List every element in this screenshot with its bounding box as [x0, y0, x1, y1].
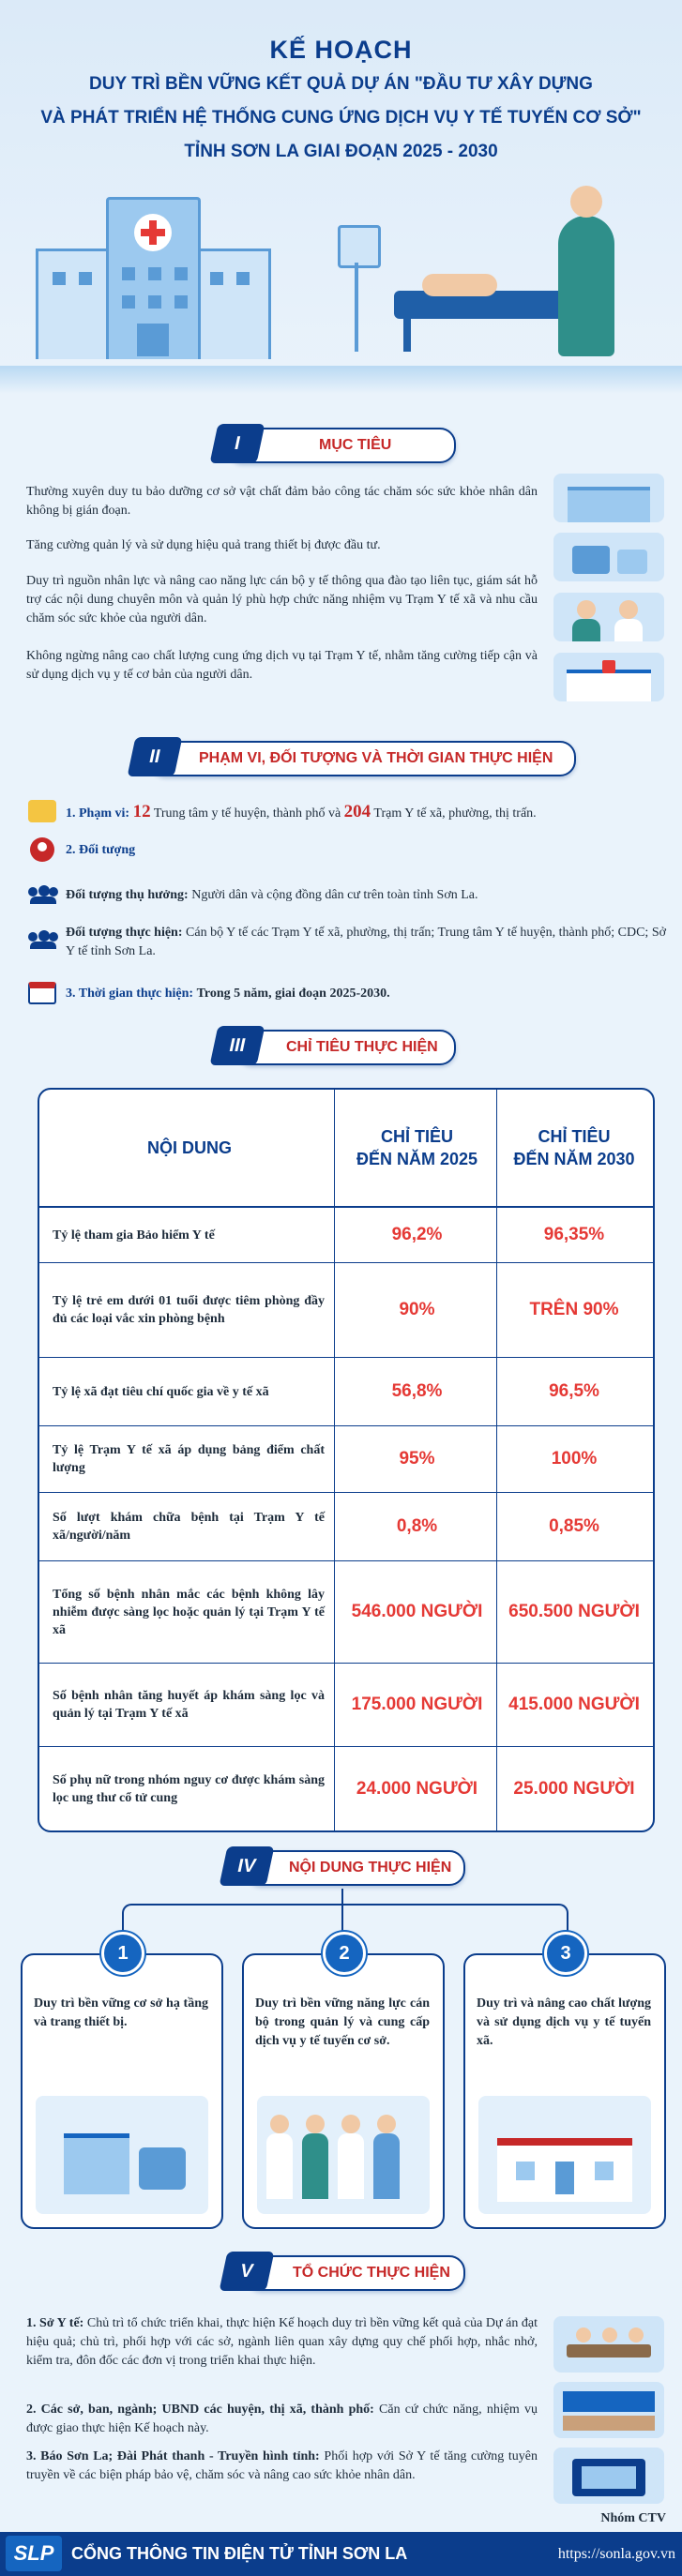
window [122, 267, 135, 280]
scope-label: 1. Phạm vi: [66, 806, 130, 821]
scope-text-centers: Trung tâm y tế huyện, thành phố và [153, 806, 341, 821]
row-content: Tỷ lệ trẻ em dưới 01 tuổi được tiêm phòng đầy đủ các loại vắc xin phòng bệnh [53, 1294, 325, 1326]
window [122, 295, 135, 309]
monitor-icon [338, 225, 381, 268]
row-content: Tỷ lệ xã đạt tiêu chí quốc gia về y tế xã [53, 1384, 269, 1399]
doctor-figure [558, 216, 614, 356]
item-text: Chủ trì tổ chức triển khai, thực hiện Kế hoạch duy trì bền vững kết quả của Dự án đạt hiệu quả; chủ trì, phối hợp với các sở, ngành liên quan xây dựng quy chế phối hợp, nhắc nhở, kiểm tra, đôn đốc các đơn vị trong triển khai thực hiện. [26, 2316, 538, 2368]
beneficiary-label: Đối tượng thụ hưởng: [66, 888, 189, 902]
author-credit: Nhóm CTV [600, 2511, 666, 2525]
row-value-2025: 96,2% [391, 1225, 443, 1244]
group-icon [28, 930, 58, 949]
card-number-2: 2 [323, 1932, 366, 1975]
content-card-1 [21, 1953, 223, 2229]
row-content: Số bệnh nhân tăng huyết áp khám sàng lọc và quản lý tại Trạm Y tế xã [53, 1689, 325, 1721]
scope-count-stations: 204 [343, 802, 371, 821]
row-value-2025: 56,8% [391, 1381, 443, 1401]
time-line [66, 985, 666, 1003]
table-row [39, 1358, 653, 1426]
staff-illustration [257, 2096, 430, 2214]
row-value-2025: 24.000 NGƯỜI [356, 1778, 478, 1799]
row-content: Tỷ lệ Trạm Y tế xã áp dụng bảng điểm chất lượng [53, 1443, 325, 1475]
table-row [39, 1664, 653, 1747]
beneficiary-line [66, 886, 666, 905]
hospital-wing-right [192, 249, 271, 359]
patient [422, 274, 497, 296]
row-value-2030: 96,35% [543, 1225, 605, 1244]
health-station-image [553, 653, 664, 701]
section-number-5: V [220, 2252, 275, 2291]
ground-band [0, 366, 682, 394]
row-value-2030: 0,85% [549, 1516, 599, 1536]
portal-logo: SLP [6, 2536, 62, 2571]
person-icon [30, 837, 54, 862]
page-title: KẾ HOẠCH [269, 36, 413, 64]
subject-heading: 2. Đối tượng [66, 843, 136, 857]
window [148, 267, 161, 280]
building-image [553, 474, 664, 522]
iv-pole [355, 263, 358, 352]
implementation-item-1 [26, 2314, 538, 2371]
hospital-door [137, 324, 169, 356]
table-header-2025: CHỈ TIÊU ĐẾN NĂM 2025 [356, 1127, 478, 1168]
meeting-image [553, 2316, 664, 2373]
row-value-2030: 100% [551, 1449, 598, 1469]
section-number-3: III [210, 1026, 265, 1065]
calendar-icon [28, 982, 56, 1004]
time-label: 3. Thời gian thực hiện: [66, 987, 194, 1001]
section-title-4: NỘI DUNG THỰC HIỆN [289, 1860, 452, 1876]
item-text: Phối hợp với Sở Y tế tăng cường tuyên truyền về các biện pháp bảo vệ, chăm sóc và nâng cao sức khỏe nhân dân. [26, 2449, 538, 2482]
column-divider [334, 1090, 335, 1830]
content-card-3 [463, 1953, 666, 2229]
objective-3: Duy trì nguồn nhân lực và nâng cao năng lực cán bộ y tế thông qua đào tạo liên tục, giám sát hỗ trợ các nội dung chuyên môn và quản lý phù hợp chức năng nhiệm vụ Trạm Y tế xã và nhu cầu chăm sóc sức khỏe của người dân. [26, 574, 538, 625]
portal-url-link[interactable]: https://sonla.gov.vn [557, 2546, 675, 2562]
row-content: Tổng số bệnh nhân mắc các bệnh không lây nhiễm được sàng lọc hoặc quản lý tại Trạm Y tế xã [53, 1587, 325, 1637]
table-row [39, 1263, 653, 1358]
card-text: Duy trì và nâng cao chất lượng và sử dụng dịch vụ y tế tuyến xã. [477, 1996, 651, 2048]
table-row [39, 1493, 653, 1561]
bed-leg [403, 319, 411, 352]
row-content: Số lượt khám chữa bệnh tại Trạm Y tế xã/người/năm [53, 1511, 325, 1543]
scope-count-centers: 12 [132, 802, 151, 821]
map-icon [28, 800, 56, 822]
section-title-3: CHỈ TIÊU THỰC HIỆN [286, 1039, 438, 1055]
item-lead: 3. Báo Sơn La; Đài Phát thanh - Truyền hình tỉnh: [26, 2449, 320, 2463]
row-value-2025: 546.000 NGƯỜI [351, 1602, 483, 1621]
window [53, 272, 66, 285]
infrastructure-illustration [36, 2096, 208, 2214]
implementation-item-2 [26, 2401, 538, 2438]
section-number-1: I [210, 424, 265, 463]
doctor-head [570, 186, 602, 218]
row-content: Số phụ nữ trong nhóm nguy cơ được khám sàng lọc ung thư cổ tử cung [53, 1772, 325, 1805]
table-header-content: NỘI DUNG [147, 1138, 232, 1157]
implementer-line [66, 924, 666, 961]
row-value-2025: 175.000 NGƯỜI [351, 1695, 483, 1714]
red-cross-icon [134, 214, 172, 251]
objective-4: Không ngừng nâng cao chất lượng cung ứng dịch vụ tại Trạm Y tế, nhằm tăng cường tiếp cận và sử dụng dịch vụ y tế cơ bản của người dân. [26, 649, 538, 682]
window [174, 295, 188, 309]
row-value-2030: 650.500 NGƯỜI [508, 1602, 640, 1621]
item-text: Căn cứ chức năng, nhiệm vụ được giao thực hiện Kế hoạch này. [26, 2403, 538, 2435]
column-divider [496, 1090, 497, 1830]
objective-1: Thường xuyên duy tu bảo dưỡng cơ sở vật chất đảm bảo công tác chăm sóc sức khỏe nhân dân không bị gián đoạn. [26, 485, 538, 518]
row-value-2030: 415.000 NGƯỜI [508, 1695, 640, 1714]
window [174, 267, 188, 280]
table-row [39, 1561, 653, 1664]
hospital-room-illustration [338, 206, 657, 356]
page-subtitle-line3: TỈNH SƠN LA GIAI ĐOẠN 2025 - 2030 [184, 142, 498, 161]
window [210, 272, 223, 285]
table-row [39, 1747, 653, 1830]
hospital-wing-left [36, 249, 114, 359]
implementer-text: Cán bộ Y tế các Trạm Y tế xã, phường, thị trấn; Trung tâm Y tế huyện, thành phố; CDC; Sở Y tế tỉnh Sơn La. [66, 926, 667, 958]
scope-line [66, 803, 666, 823]
card-number-1: 1 [101, 1932, 144, 1975]
section-number-4: IV [220, 1846, 275, 1886]
card-text: Duy trì bền vững cơ sở hạ tầng và trang thiết bị. [34, 1996, 208, 2029]
table-row [39, 1208, 653, 1263]
table-header-row [39, 1090, 653, 1208]
row-value-2030: 25.000 NGƯỜI [513, 1778, 635, 1799]
page-subtitle-line2: VÀ PHÁT TRIỂN HỆ THỐNG CUNG ỨNG DỊCH VỤ Y TẾ TUYẾN CƠ SỞ" [40, 108, 642, 128]
scope-text-stations: Trạm Y tế xã, phường, thị trấn. [373, 806, 537, 821]
group-icon [28, 885, 58, 904]
table-header-2030: CHỈ TIÊU ĐẾN NĂM 2030 [513, 1127, 635, 1168]
portal-name: CỔNG THÔNG TIN ĐIỆN TỬ TỈNH SƠN LA [71, 2544, 408, 2563]
row-value-2030: TRÊN 90% [529, 1300, 619, 1319]
conference-image [553, 2382, 664, 2438]
hospital-illustration [17, 197, 284, 356]
card-number-3: 3 [544, 1932, 587, 1975]
window [79, 272, 92, 285]
section-title-1: MỤC TIÊU [319, 437, 392, 453]
item-lead: 2. Các sở, ban, ngành; UBND các huyện, thị xã, thành phố: [26, 2403, 374, 2417]
section-number-2: II [128, 737, 183, 776]
row-content: Tỷ lệ tham gia Bảo hiểm Y tế [53, 1228, 215, 1243]
table-row [39, 1426, 653, 1493]
media-image [553, 2448, 664, 2504]
item-lead: 1. Sở Y tế: [26, 2316, 84, 2330]
page-title-block [0, 36, 682, 166]
section-title-5: TỔ CHỨC THỰC HIỆN [293, 2265, 450, 2281]
window [236, 272, 250, 285]
health-station-illustration [478, 2096, 651, 2214]
implementation-item-3 [26, 2448, 538, 2485]
row-value-2025: 90% [399, 1300, 435, 1319]
section-title-2: PHẠM VI, ĐỐI TƯỢNG VÀ THỜI GIAN THỰC HIỆN [199, 750, 553, 766]
row-value-2025: 95% [399, 1449, 435, 1469]
content-card-2 [242, 1953, 445, 2229]
implementer-label: Đối tượng thực hiện: [66, 926, 183, 940]
page-subtitle-line1: DUY TRÌ BỀN VỮNG KẾT QUẢ DỰ ÁN "ĐẦU TƯ XÂY DỰNG [89, 74, 593, 94]
row-value-2025: 0,8% [396, 1516, 438, 1536]
card-text: Duy trì bền vững năng lực cán bộ trong quản lý và cung cấp dịch vụ y tế tuyến cơ sở. [255, 1996, 430, 2048]
targets-table [38, 1088, 655, 1832]
objective-2: Tăng cường quản lý và sử dụng hiệu quả trang thiết bị được đầu tư. [26, 538, 381, 552]
beneficiary-text: Người dân và cộng đồng dân cư trên toàn tỉnh Sơn La. [191, 888, 478, 902]
medical-staff-image [553, 593, 664, 641]
time-text: Trong 5 năm, giai đoạn 2025-2030. [196, 987, 390, 1001]
window [148, 295, 161, 309]
equipment-image [553, 533, 664, 581]
row-value-2030: 96,5% [549, 1381, 599, 1401]
